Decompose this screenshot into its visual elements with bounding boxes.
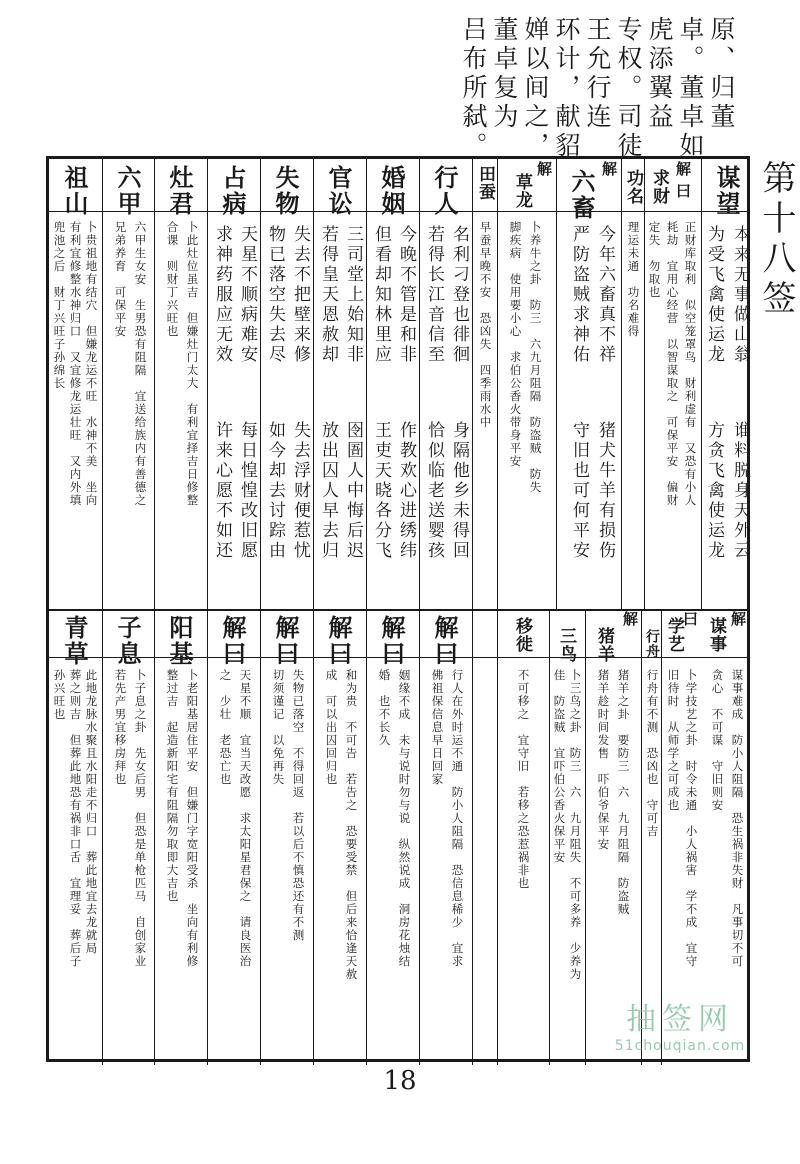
poem-line: 许来心愿不如还 [212, 421, 232, 561]
watermark-url: 51chouqian.com [614, 1038, 746, 1054]
header-xueyi: 学艺 [664, 617, 684, 653]
section-zaojun [154, 159, 207, 609]
tag-jieyue: 解 [621, 611, 639, 626]
poem-line: 今年六畜真不祥 [595, 225, 615, 365]
header-xingzhou: 行舟 [644, 629, 660, 659]
poem-line: 为受飞禽使运龙 [704, 225, 724, 365]
header-caiqiu: 求财 [649, 169, 669, 205]
section-wang [701, 159, 751, 609]
poem-line: 名利刁登也徘徊 [449, 225, 469, 365]
body-line: 兄弟养育 可保平安 [113, 221, 128, 338]
section-zixi [102, 609, 154, 1065]
header-jieyue: 解曰 [218, 615, 247, 667]
header-zixi: 子息 [113, 615, 142, 667]
body-line: 合课 则财丁兴旺也 [165, 221, 180, 338]
poem-line: 谁料脱身天外云 [730, 421, 750, 561]
body-line: 孙兴旺也 [52, 669, 67, 721]
body-line: 失物已落空 不得回返 若以后不慎恐还有不测 [291, 669, 306, 942]
body-line: 兜池之后 财丁兴旺子孙绵长 [52, 221, 67, 390]
watermark [590, 994, 770, 1054]
body-line: 佛祖保信息早日回家 [430, 669, 445, 786]
intro-line: 卓。董卓如 [676, 16, 705, 161]
body-line: 早蚕早晚不安 恐凶失 四季雨水中 [478, 221, 493, 429]
body-line: 卜三鸟之卦 防三 六 九月阻失 不可多养 少养为 [568, 669, 583, 981]
header-qingcao: 青草 [60, 615, 89, 667]
body-line: 猪羊趁时间发售 吓伯爷保平安 [596, 669, 611, 851]
intro-line: 婵以间之， [521, 16, 550, 161]
section-jieyue-zhanbing [207, 609, 260, 1065]
sign-title: 第十八签 [756, 160, 796, 320]
body-line: 卜此灶位虽吉 但嫌灶门太大 有利宜择吉日修整 [185, 221, 200, 507]
tag-jieyue: 解 [600, 161, 618, 176]
body-line: 脚疾病 使用要小心 求伯公香火带身平安 [508, 221, 523, 468]
header-yixi: 移徙 [512, 617, 532, 653]
body-line: 姻缘不成 未与说时勿与说 纵然说成 洞房花烛结 [397, 669, 412, 968]
section-xingren [419, 159, 472, 609]
body-line: 卜学技艺之卦 时令未通 小人祸害 学不成 宜守 [684, 669, 699, 968]
poem-line: 若得皇天恩赦却 [318, 225, 338, 365]
poem-line: 失去不把壁来修 [290, 225, 310, 365]
poem-line: 王吏天晓各分飞 [371, 421, 391, 561]
poem-table [46, 156, 750, 1062]
body-line: 成 可以出囚回归也 [324, 669, 339, 786]
poem-line: 严防盗贼求神佑 [569, 225, 589, 365]
body-line: 行舟有不测 恐凶也 守可吉 [645, 669, 660, 838]
intro-line: 环计，献貂 [552, 16, 581, 161]
body-line: 卜老阳基居住平安 但嫌门字宽阳受杀 坐向有利修 [185, 669, 200, 968]
poem-line: 若得长江音信至 [424, 225, 444, 365]
body-line: 贪心 不可谋 守旧则安 [710, 669, 725, 812]
body-line: 耗劫 宜用心经营 以智谋取之 可保平安 偏财 [665, 221, 680, 507]
section-liuchu [556, 159, 621, 609]
tag-jieyue: 解 [729, 611, 747, 626]
poem-line: 今晚不管是和非 [396, 225, 416, 365]
header-liuchu: 六畜 [567, 169, 596, 221]
section-jieyue-shiwu [260, 609, 313, 1065]
intro-line: 董卓复为 [490, 16, 519, 132]
header-caolong: 草龙 [512, 173, 532, 209]
body-line: 之 少壮 老恐亡也 [218, 669, 233, 786]
body-line: 有利宜修整水神归口 又宜修龙运壮旺 又内外填 [68, 221, 83, 507]
poem-line: 但看却知林里应 [371, 225, 391, 365]
header-jieyue: 解曰 [377, 615, 406, 667]
body-line: 旧待时 从师学之可成也 [666, 669, 681, 812]
header-hunyin: 婚姻 [377, 165, 406, 217]
intro-line: 原、归董 [707, 16, 736, 132]
tag-jieyue: 曰 [674, 183, 692, 198]
poem-line: 求神药服应无效 [212, 225, 232, 365]
poem-line: 囹圄人中悔后迟 [343, 421, 363, 561]
tag-jieyue: 解 [674, 161, 692, 176]
section-jieyue-xingren-text [419, 609, 472, 1065]
poem-line: 每日惶惶改旧愿 [237, 421, 257, 561]
header-xingren: 行人 [430, 165, 459, 217]
poem-line: 本来无事做山翁 [730, 225, 750, 365]
header-jieyue: 解曰 [430, 615, 459, 667]
body-line: 佳 防盗贼 宜吓伯公香火保平安 [552, 669, 567, 864]
intro-line: 虎添翼益 [645, 16, 674, 132]
header-zaojun: 灶君 [165, 165, 194, 217]
body-line: 若先产男宜移房拜也 [113, 669, 128, 786]
body-line: 卜养牛之卦 防三 六九月阻隔 防盗贼 防失 [528, 221, 543, 494]
header-shiwu: 失物 [271, 165, 300, 217]
header-zhuyang: 猪羊 [594, 627, 614, 663]
section-yixi [497, 609, 549, 1065]
body-line: 谋事难成 防小人阻隔 恐生祸非失财 凡事切不可 [730, 669, 745, 968]
header-liujia: 六甲 [113, 165, 142, 217]
section-caiqiu [644, 159, 701, 609]
poem-line: 猪犬牛羊有损伤 [595, 421, 615, 561]
header-zushan: 祖山 [60, 165, 89, 217]
body-line: 婚 也不长久 [377, 669, 392, 747]
body-line: 切须谨记 以免再失 [271, 669, 286, 786]
body-line: 天星不顺 宜当天改愿 求太阳星君保之 请良医治 [238, 669, 253, 968]
section-liujia [102, 159, 154, 609]
poem-line: 身隔他乡未得回 [449, 421, 469, 561]
header-zhanbing: 占病 [218, 165, 247, 217]
header-jieyue: 解曰 [324, 615, 353, 667]
body-line: 整过吉 起造新阳宅有阻隔勿取即大吉也 [165, 669, 180, 903]
header-moushi: 谋事 [706, 617, 726, 653]
section-gongming [621, 159, 644, 609]
section-jieyue-hunyin [366, 609, 419, 1065]
body-line: 和为贵 不可告 若告之 恐要受禁 但后来恰逢天赦 [344, 669, 359, 981]
poem-line: 失去浮财便惹忧 [290, 421, 310, 561]
section-zushan [49, 159, 102, 609]
intro-line: 吕布所弑。 [459, 16, 488, 161]
intro-line: 王允行连 [583, 16, 612, 132]
body-line: 正财库取利 似空笼罩鸟 财利虚有 又恐有小人 [683, 221, 698, 507]
body-line: 行人在外时运不通 防小人阻隔 恐信息稀少 宜求 [450, 669, 465, 968]
poem-line: 如今却去讨踪由 [265, 421, 285, 561]
intro-line: 专权。司徒 [614, 16, 643, 161]
poem-line: 物已落空失去尽 [265, 225, 285, 365]
poem-line: 方贪飞禽使运龙 [704, 421, 724, 561]
header-jieyue: 解曰 [271, 615, 300, 667]
body-line: 不可移之 宜守旧 若移之恐惹祸非也 [516, 669, 531, 890]
body-line: 卜贵祖地有结穴 但嫌龙运不旺 水神不美 坐向 [84, 221, 99, 507]
poem-line: 放出囚人早去归 [318, 421, 338, 561]
section-caolong [497, 159, 556, 609]
section-sanniao [549, 609, 585, 1065]
body-line: 葬之则吉 但葬此地恐有祸非口舌 宜理妥 葬后子 [68, 669, 83, 968]
section-wang-2 [701, 211, 702, 212]
header-guansong: 官讼 [324, 165, 353, 217]
header-yangji: 阳基 [165, 615, 194, 667]
section-zhanbing [207, 159, 260, 609]
section-yangji [154, 609, 207, 1065]
section-qingcao [49, 609, 102, 1065]
body-line: 猪羊之卦 要防三 六 九月阻隔 防盗贼 [616, 669, 631, 916]
body-line: 定失 勿取也 [647, 221, 662, 299]
header-sanniao: 三鸟 [556, 627, 576, 663]
section-jieyue-guansong [313, 609, 366, 1065]
section-shiwu [260, 159, 313, 609]
poem-line: 恰似临老送婴孩 [424, 421, 444, 561]
tag-jieyue: 解 [535, 161, 553, 176]
body-line: 此地龙脉水聚且水阳走不归口 葬此地宜去龙就局 [84, 669, 99, 955]
tag-jieyue: 曰 [681, 611, 699, 626]
poem-line: 天星不顺病难安 [237, 225, 257, 365]
poem-line: 守旧也可何平安 [569, 421, 589, 561]
page-number: 18 [383, 1066, 417, 1096]
section-tiancan [472, 159, 497, 609]
poem-line: 三司堂上始知非 [343, 225, 363, 365]
header-gongming: 功名 [623, 169, 643, 205]
header-tiancan: 田蚕 [475, 165, 495, 201]
watermark-brand: 抽签网 [626, 1002, 734, 1037]
poem-line: 作教欢心进绣纬 [396, 421, 416, 561]
header-wang: 谋望 [712, 165, 741, 217]
section-hunyin [366, 159, 419, 609]
body-line: 六甲生女安 生男恐有阻隔 宜送给族内有善德之 [133, 221, 148, 507]
body-line: 理运未通 功名难得 [626, 221, 641, 338]
body-line: 卜子息之卦 先女后男 但恐是单枪匹马 自创家业 [133, 669, 148, 968]
section-guansong [313, 159, 366, 609]
